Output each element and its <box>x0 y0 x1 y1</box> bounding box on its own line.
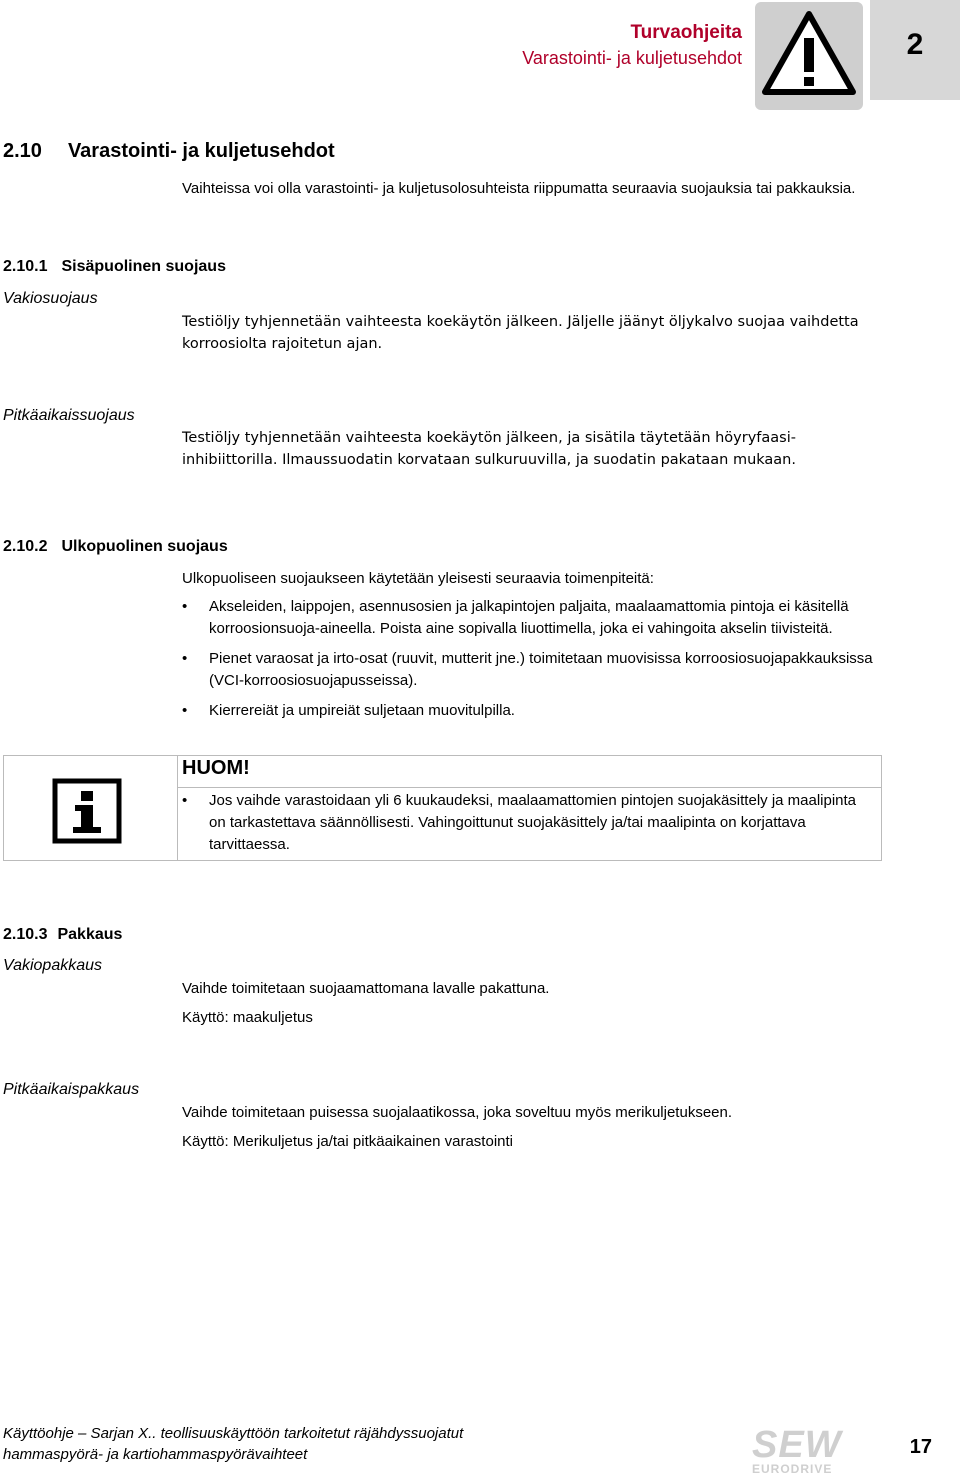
note-divider <box>177 787 881 788</box>
subsection-external-number: 2.10.2 <box>3 538 48 555</box>
list-item: • Pienet varaosat ja irto-osat (ruuvit, mutterit jne.) toimitetaan muovisissa korroosiosuojapakkauksissa (VCI-korroosiosuojapusseissa). <box>182 648 882 692</box>
note-icon-cell <box>3 755 178 861</box>
info-icon <box>51 777 123 845</box>
page-number: 17 <box>909 1436 932 1458</box>
standard-packaging-label: Vakiopakkaus <box>3 957 103 974</box>
subsection-internal-title <box>3 258 226 276</box>
logo-main: SEW <box>752 1424 842 1466</box>
external-bullet-list <box>182 596 882 730</box>
footer-line1: Käyttöohje – Sarjan X.. teollisuuskäyttöön tarkoitetut räjähdyssuojatut <box>3 1425 464 1442</box>
list-item: • Akseleiden, laippojen, asennusosien ja jalkapintojen paljaita, maalaamattomia pintoja ei käsitellä korroosionsuoja-aineella. Poista aine sopivalla liuottimella, joka ei vahingoita akselin tiivisteitä. <box>182 596 882 640</box>
longterm-packaging-line1: Vaihde toimitetaan puisessa suojalaatikossa, joka soveltuu myös merikuljetukseen. <box>182 1104 733 1121</box>
standard-protection-label: Vakiosuojaus <box>3 290 98 307</box>
subsection-packaging-number: 2.10.3 <box>3 926 48 943</box>
subsection-internal-text: Sisäpuolinen suojaus <box>61 258 226 275</box>
note-text: • Jos vaihde varastoidaan yli 6 kuukaudeksi, maalaamattomien pintojen suojakäsittely ja maalipinta on tarkastettava säännöllisesti. Vahingoittunut suojakäsittely ja/tai maalipinta on korjattava tarvittaessa. <box>182 790 872 856</box>
subsection-external-title <box>3 538 228 556</box>
note-body <box>182 790 872 864</box>
external-intro: Ulkopuoliseen suojaukseen käytetään yleisesti seuraavia toimenpiteitä: <box>182 570 654 587</box>
sew-eurodrive-logo <box>752 1424 860 1478</box>
list-item: • Kierrereiät ja umpireiät suljetaan muovitulpilla. <box>182 700 882 722</box>
note-title: HUOM! <box>182 757 250 779</box>
section-intro: Vaihteissa voi olla varastointi- ja kuljetusolosuhteista riippumatta seuraavia suojauksia tai pakkauksia. <box>182 180 856 197</box>
longterm-protection-label: Pitkäaikaissuojaus <box>3 407 135 424</box>
section-number: 2.10 <box>3 140 42 162</box>
standard-packaging-line1: Vaihde toimitetaan suojaamattomana lavalle pakattuna. <box>182 980 550 997</box>
subsection-packaging-text: Pakkaus <box>57 926 123 943</box>
longterm-protection-text: Testiöljy tyhjennetään vaihteesta koekäytön jälkeen, ja sisätila täytetään höyryfaasi-inhibiittorilla. Ilmaussuodatin korvataan sulkuruuvilla, ja suodatin pakataan mukaan. <box>182 430 796 468</box>
longterm-packaging-label: Pitkäaikaispakkaus <box>3 1081 140 1098</box>
subsection-packaging-title <box>3 926 122 944</box>
chapter-number: 2 <box>870 0 960 100</box>
header-title: Turvaohjeita <box>630 22 742 43</box>
footer-line2: hammaspyörä- ja kartiohammaspyörävaihteet <box>3 1446 308 1463</box>
warning-icon <box>755 2 863 110</box>
standard-protection-text: Testiöljy tyhjennetään vaihteesta koekäytön jälkeen. Jäljelle jäänyt öljykalvo suojaa vaihdetta korroosiolta rajoitetun ajan. <box>182 314 859 352</box>
section-title <box>3 140 335 163</box>
subsection-external-text: Ulkopuolinen suojaus <box>61 538 228 555</box>
header-subtitle: Varastointi- ja kuljetusehdot <box>522 48 742 68</box>
longterm-packaging-line2: Käyttö: Merikuljetus ja/tai pitkäaikainen varastointi <box>182 1133 513 1150</box>
logo-sub: EURODRIVE <box>752 1462 833 1476</box>
subsection-internal-number: 2.10.1 <box>3 258 48 275</box>
standard-packaging-line2: Käyttö: maakuljetus <box>182 1009 313 1026</box>
section-title-text: Varastointi- ja kuljetusehdot <box>67 140 335 162</box>
